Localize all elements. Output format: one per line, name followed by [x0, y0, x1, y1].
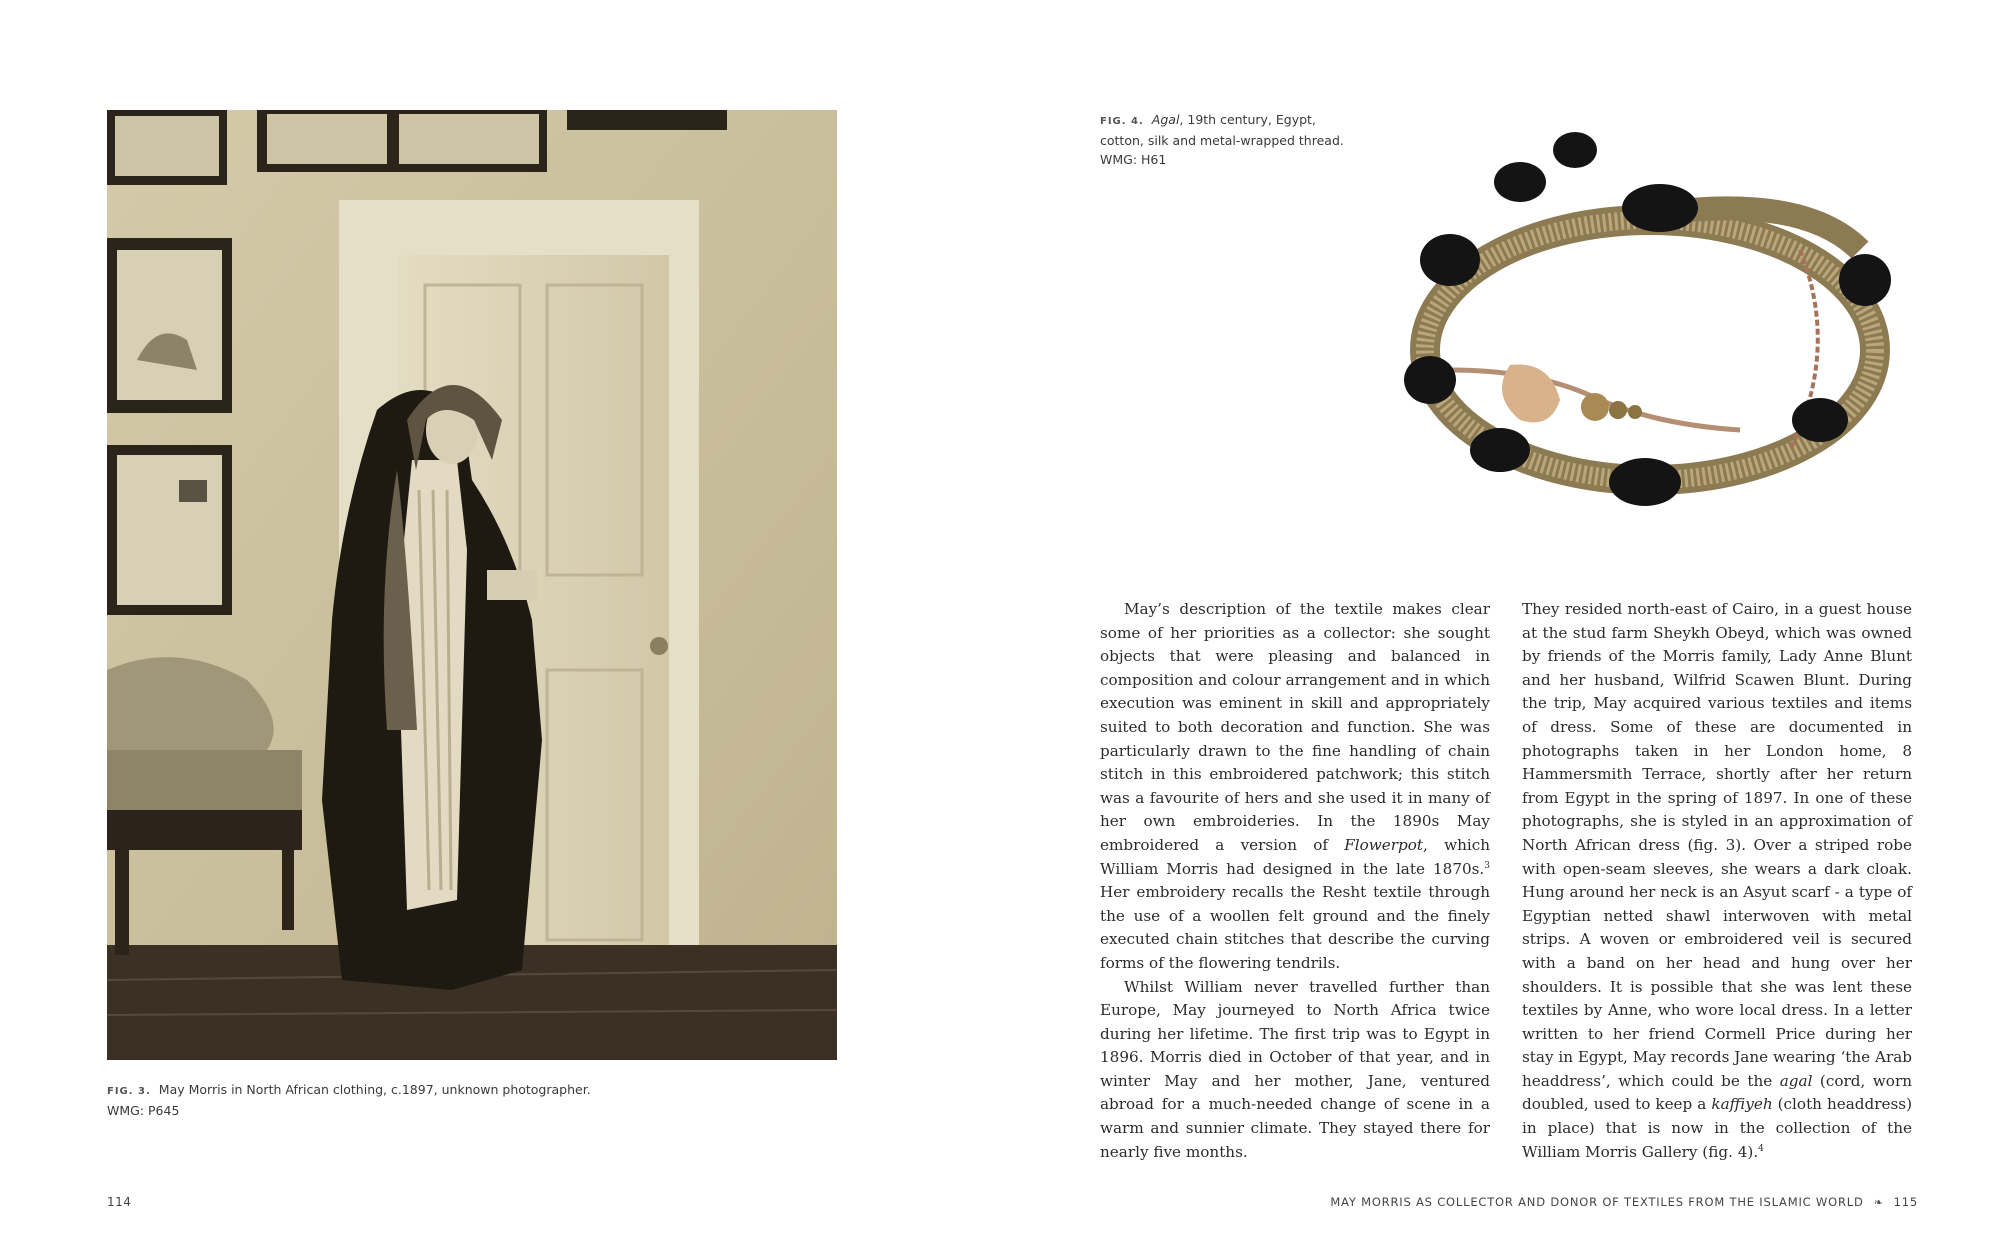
paragraph-2: Whilst William never travelled further than Europe, May journeyed to North Africa twice during her lifetime. The first trip was to Egypt in 1896. Morris died in October of that year, and in winter May and her mother, Jane, ventured abroad for a much-needed change of scene in a warm and sunnier climate. They stayed there for nearly five months. — [1100, 977, 1490, 1161]
figure-4-caption — [1100, 110, 1380, 169]
text-column-2 — [1522, 598, 1912, 1164]
running-head — [1330, 1195, 1918, 1209]
figure-4-caption-line1: , 19th century, Egypt, — [1179, 112, 1316, 127]
leaf-ornament-icon: ❧ — [1873, 1195, 1884, 1209]
page-number-right: 115 — [1893, 1195, 1918, 1209]
footnote-4: 4 — [1758, 1143, 1764, 1154]
text-column-1 — [1100, 598, 1490, 1164]
figure-4-title: Agal — [1151, 112, 1180, 127]
paragraph-3 — [1522, 598, 1912, 1164]
paragraph-3-part-b: (cord, worn doubled, used to keep a — [1522, 1071, 1912, 1114]
photo-may-morris — [107, 110, 837, 1060]
figure-4-label: FIG. 4. — [1100, 116, 1144, 127]
paragraph-3-part-c: (cloth headdress) in place) that is now in the collection of the William Morris Gallery (fig. 4). — [1522, 1095, 1912, 1161]
paragraph-1-part-b: , which William Morris had designed in the late 1870s. — [1100, 835, 1490, 878]
figure-3-caption — [107, 1080, 807, 1120]
kaffiyeh-term: kaffiyeh — [1711, 1095, 1773, 1114]
figure-4-caption-line2: cotton, silk and metal-wrapped thread. — [1100, 133, 1344, 148]
figure-3-reference: WMG: P645 — [107, 1103, 180, 1118]
right-page — [1000, 0, 2000, 1253]
body-text — [1100, 598, 1912, 1164]
flowerpot-title: Flowerpot — [1344, 835, 1423, 854]
footnote-3: 3 — [1484, 860, 1490, 871]
agal-image — [1360, 110, 1920, 550]
figure-3-label: FIG. 3. — [107, 1086, 151, 1097]
figure-4-reference: WMG: H61 — [1100, 152, 1167, 167]
paragraph-1 — [1100, 598, 1490, 976]
paragraph-3-part-a: They resided north-east of Cairo, in a guest house at the stud farm Sheykh Obeyd, which was owned by friends of the Morris family, Lady Anne Blunt and her husband, Wilfrid Scawen Blunt. During the trip, May acquired various textiles and items of dress. Some of these are documented in photographs taken in her London home, 8 Hammersmith Terrace, shortly after her return from Egypt in the spring of 1897. In one of these photographs, she is styled in an approximation of North African dress (fig. 3). Over a striped robe with open-seam sleeves, she wears a dark cloak. Hung around her neck is an Asyut scarf - a type of Egyptian netted shawl interwoven with metal strips. A woven or embroidered veil is secured with a band on her head and hung over her shoulders. It is possible that she was lent these textiles by Anne, who wore local dress. In a letter written to her friend Cormell Price during her stay in Egypt, May records Jane wearing ‘the Arab headdress’, which could be the — [1522, 600, 1912, 1090]
running-head-title: MAY MORRIS AS COLLECTOR AND DONOR OF TEXTILES FROM THE ISLAMIC WORLD — [1330, 1195, 1864, 1209]
page-number-left: 114 — [107, 1195, 132, 1209]
agal-cord-illustration — [1360, 110, 1920, 550]
agal-term: agal — [1779, 1071, 1813, 1090]
paragraph-1-part-a: May’s description of the textile makes clear some of her priorities as a collector: she sought objects that were pleasing and balanced in composition and colour arrangement and in which execution was eminent in skill and appropriately suited to both decoration and function. She was particularly drawn to the fine handling of chain stitch in this embroidered patchwork; this stitch was a favourite of hers and she used it in many of her own embroideries. In the 1890s May embroidered a version of — [1100, 600, 1490, 854]
paragraph-1-part-c: Her embroidery recalls the Resht textile through the use of a woollen felt ground and the finely executed chain stitches that describe the curving forms of the flowering tendrils. — [1100, 883, 1490, 972]
figure-3-caption-text: May Morris in North African clothing, c.1897, unknown photographer. — [158, 1082, 591, 1097]
sepia-photograph — [107, 110, 837, 1060]
